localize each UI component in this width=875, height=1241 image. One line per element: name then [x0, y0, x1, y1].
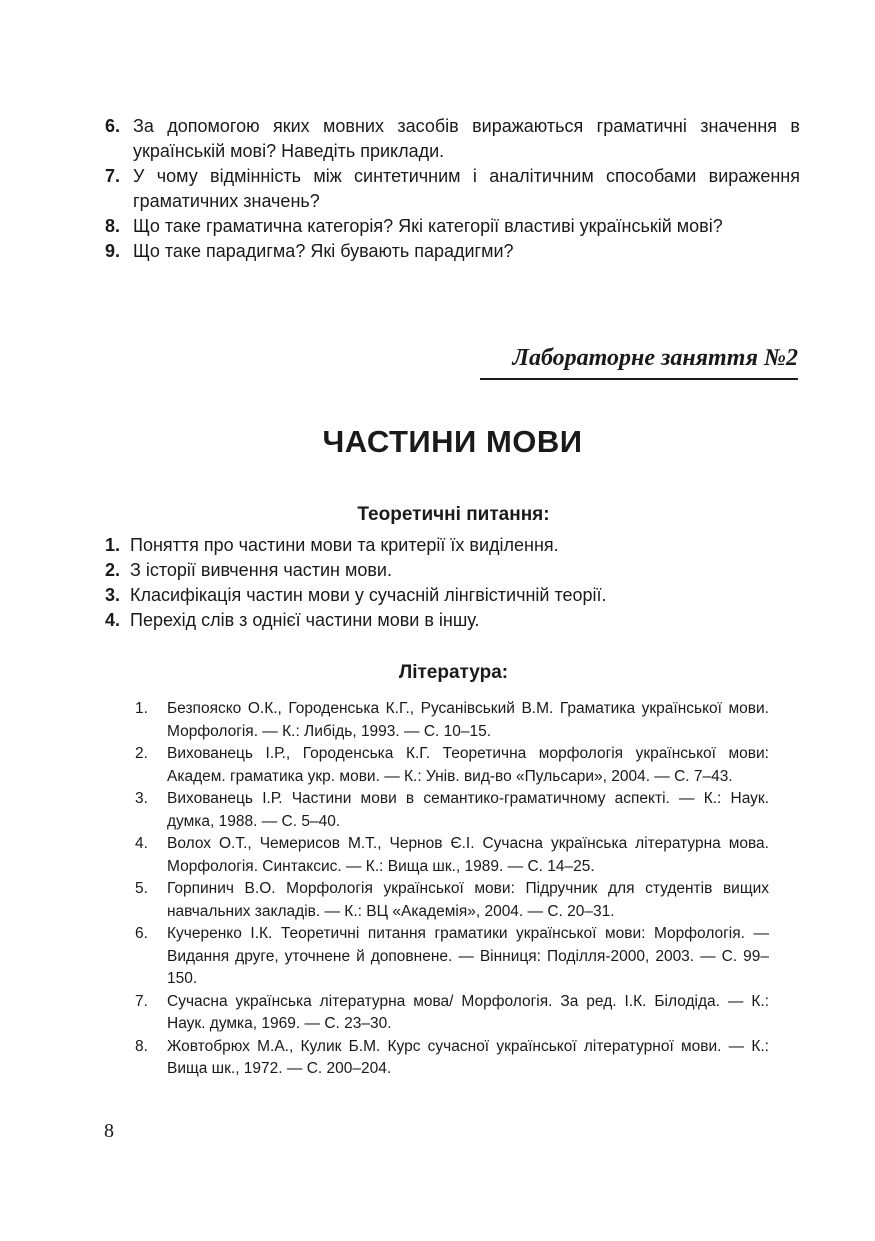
- item-number: 4.: [135, 835, 148, 852]
- theory-questions-list: [105, 533, 805, 633]
- question-text: У чому відмінність між синтетичним і аналітичним способами вираження граматичних значень?: [133, 166, 800, 211]
- question-number: 6.: [105, 116, 121, 136]
- page-number: 8: [104, 1120, 114, 1142]
- item-number: 7.: [135, 992, 148, 1010]
- literature-item: [135, 833, 769, 878]
- literature-heading: Література:: [398, 662, 509, 683]
- literature-item: [135, 991, 769, 1036]
- literature-item: [135, 788, 769, 833]
- item-number: 6.: [135, 925, 148, 942]
- lab-session-title: Лабораторне заняття №2: [512, 345, 798, 371]
- list-item: [105, 558, 805, 583]
- item-number: 1.: [105, 535, 121, 555]
- item-text: Сучасна українська літературна мова/ Морфологія. За ред. І.К. Білодіда. — К.: Наук. думка, 1969. — С. 23–30.: [167, 992, 769, 1032]
- question-number: 7.: [105, 166, 121, 186]
- list-item: [105, 608, 805, 633]
- list-item: [105, 533, 805, 558]
- item-text: Жовтобрюх М.А., Кулик Б.М. Курс сучасної української літературної мови. — К.: Вища шк., 1972. — С. 200–204.: [167, 1037, 769, 1077]
- theory-heading: Теоретичні питання:: [357, 504, 550, 525]
- lab-title-underline: [480, 378, 798, 380]
- question-text: Що таке парадигма? Які бувають парадигми?: [133, 241, 514, 261]
- item-number: 3.: [135, 790, 148, 807]
- item-number: 4.: [105, 610, 121, 630]
- item-number: 5.: [135, 880, 148, 897]
- item-number: 2.: [135, 745, 148, 762]
- item-number: 1.: [135, 700, 148, 717]
- question-number: 9.: [105, 241, 121, 261]
- item-text: Вихованець І.Р., Городенська К.Г. Теоретична морфологія української мови: Академ. граматика укр. мови. — К.: Унів. вид-во «Пульсари», 2004. — С. 7–43.: [167, 745, 769, 785]
- literature-item: [135, 923, 769, 991]
- item-text: Вихованець І.Р. Частини мови в семантико-граматичному аспекті. — К.: Наук. думка, 1988. — С. 5–40.: [167, 790, 769, 830]
- question-item: [105, 239, 800, 264]
- item-text: Поняття про частини мови та критерії їх виділення.: [130, 535, 559, 555]
- literature-item: [135, 698, 769, 743]
- question-text: За допомогою яких мовних засобів виражаються граматичні значення в українській мові? Наведіть приклади.: [133, 116, 800, 161]
- item-number: 8.: [135, 1037, 148, 1055]
- page-title: ЧАСТИНИ МОВИ: [322, 424, 583, 459]
- question-number: 8.: [105, 216, 121, 236]
- literature-list: [135, 698, 769, 1081]
- literature-item: [135, 878, 769, 923]
- item-text: З історії вивчення частин мови.: [130, 560, 392, 580]
- question-item: [105, 114, 800, 164]
- question-item: [105, 214, 800, 239]
- item-text: Класифікація частин мови у сучасній лінгвістичній теорії.: [130, 585, 607, 605]
- item-text: Горпинич В.О. Морфологія української мови: Підручник для студентів вищих навчальних закладів. — К.: ВЦ «Академія», 2004. — С. 20–31.: [167, 880, 769, 920]
- question-item: [105, 164, 800, 214]
- item-text: Кучеренко І.К. Теоретичні питання граматики української мови: Морфологія. — Видання друге, уточнене й доповнене. — Вінниця: Поділля-2000, 2003. — С. 99–150.: [167, 925, 769, 987]
- question-text: Що таке граматична категорія? Які категорії властиві українській мові?: [133, 216, 723, 236]
- literature-item: [135, 1036, 769, 1081]
- item-number: 3.: [105, 585, 121, 605]
- item-number: 2.: [105, 560, 121, 580]
- list-item: [105, 583, 805, 608]
- literature-item: [135, 743, 769, 788]
- review-questions: [105, 114, 800, 264]
- item-text: Перехід слів з однієї частини мови в іншу.: [130, 610, 480, 630]
- item-text: Волох О.Т., Чемерисов М.Т., Чернов Є.І. Сучасна українська літературна мова. Морфологія. Синтаксис. — К.: Вища шк., 1989. — С. 14–25.: [167, 835, 769, 875]
- item-text: Безпояско О.К., Городенська К.Г., Русанівський В.М. Граматика української мови. Морфологія. — К.: Либідь, 1993. — С. 10–15.: [167, 700, 769, 740]
